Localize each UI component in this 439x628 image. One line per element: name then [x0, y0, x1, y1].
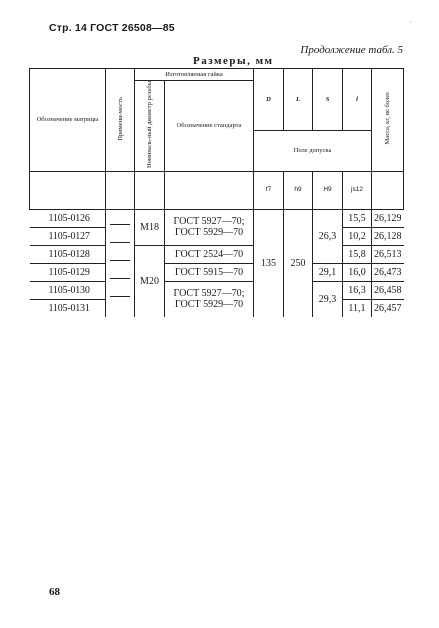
std-group-d: ГОСТ 5927—70; ГОСТ 5929—70	[165, 281, 254, 317]
col-l: l	[343, 69, 372, 131]
row-mass: 26,128	[372, 227, 404, 245]
value-L: 250	[284, 209, 313, 317]
row-mass: 26,473	[372, 263, 404, 281]
col-nominal-diameter: Номиналь-ный диаметр резьбы	[135, 81, 165, 172]
tol-D: f7	[254, 171, 284, 209]
row-l: 15,8	[343, 245, 372, 263]
std-group-c: ГОСТ 5915—70	[165, 263, 254, 281]
row-l: 16,0	[343, 263, 372, 281]
tol-l: js12	[343, 171, 372, 209]
col-L: L	[284, 69, 313, 131]
std-group-b: ГОСТ 2524—70	[165, 245, 254, 263]
thread-m20: M20	[135, 245, 165, 317]
row-mass: 26,513	[372, 245, 404, 263]
row-designation: 1105-0130	[30, 281, 106, 299]
col-D: D	[254, 69, 284, 131]
row-designation: 1105-0131	[48, 302, 90, 314]
row-mass: 26,458	[372, 281, 404, 299]
col-S: S	[313, 69, 343, 131]
row-l: 10,2	[343, 227, 372, 245]
row-designation: 1105-0128	[30, 245, 106, 263]
thread-m18: M18	[135, 209, 165, 245]
sizes-title: Размеры, мм	[193, 55, 274, 67]
row-mass: 26,457	[372, 299, 404, 317]
page-number: 68	[49, 586, 60, 598]
dimensions-table	[29, 68, 404, 317]
row-designation: 1105-0129	[30, 263, 106, 281]
col-applicability: Примени-мость	[106, 69, 135, 172]
row-designation: 1105-0126	[30, 209, 106, 227]
value-S-3: 29,3	[313, 281, 343, 317]
col-tolerance-field: Поле допуска	[254, 131, 372, 171]
row-designation: 1105-0127	[30, 227, 106, 245]
continuation-note: Продолжение табл. 5	[300, 44, 403, 56]
col-manufactured-nut: Изготовляемая гайка	[135, 69, 254, 81]
page-header: Стр. 14 ГОСТ 26508—85	[49, 22, 175, 34]
tol-S: H9	[313, 171, 343, 209]
row-l: 11,1	[343, 299, 372, 317]
row-l: 16,3	[343, 281, 372, 299]
value-D: 135	[254, 209, 284, 317]
value-S-2: 29,1	[313, 263, 343, 281]
value-S-1: 26,3	[313, 209, 343, 263]
col-designation: Обозначение матрицы	[30, 69, 106, 172]
col-mass: Масса, кг, не более	[372, 69, 404, 172]
row-l: 15,5	[343, 209, 372, 227]
row-mass: 26,129	[372, 209, 404, 227]
col-standard: Обозначение стандарта	[165, 81, 254, 172]
page-mark: ·	[409, 18, 412, 27]
std-group-a: ГОСТ 5927—70; ГОСТ 5929—70	[165, 209, 254, 245]
tol-L: h9	[284, 171, 313, 209]
